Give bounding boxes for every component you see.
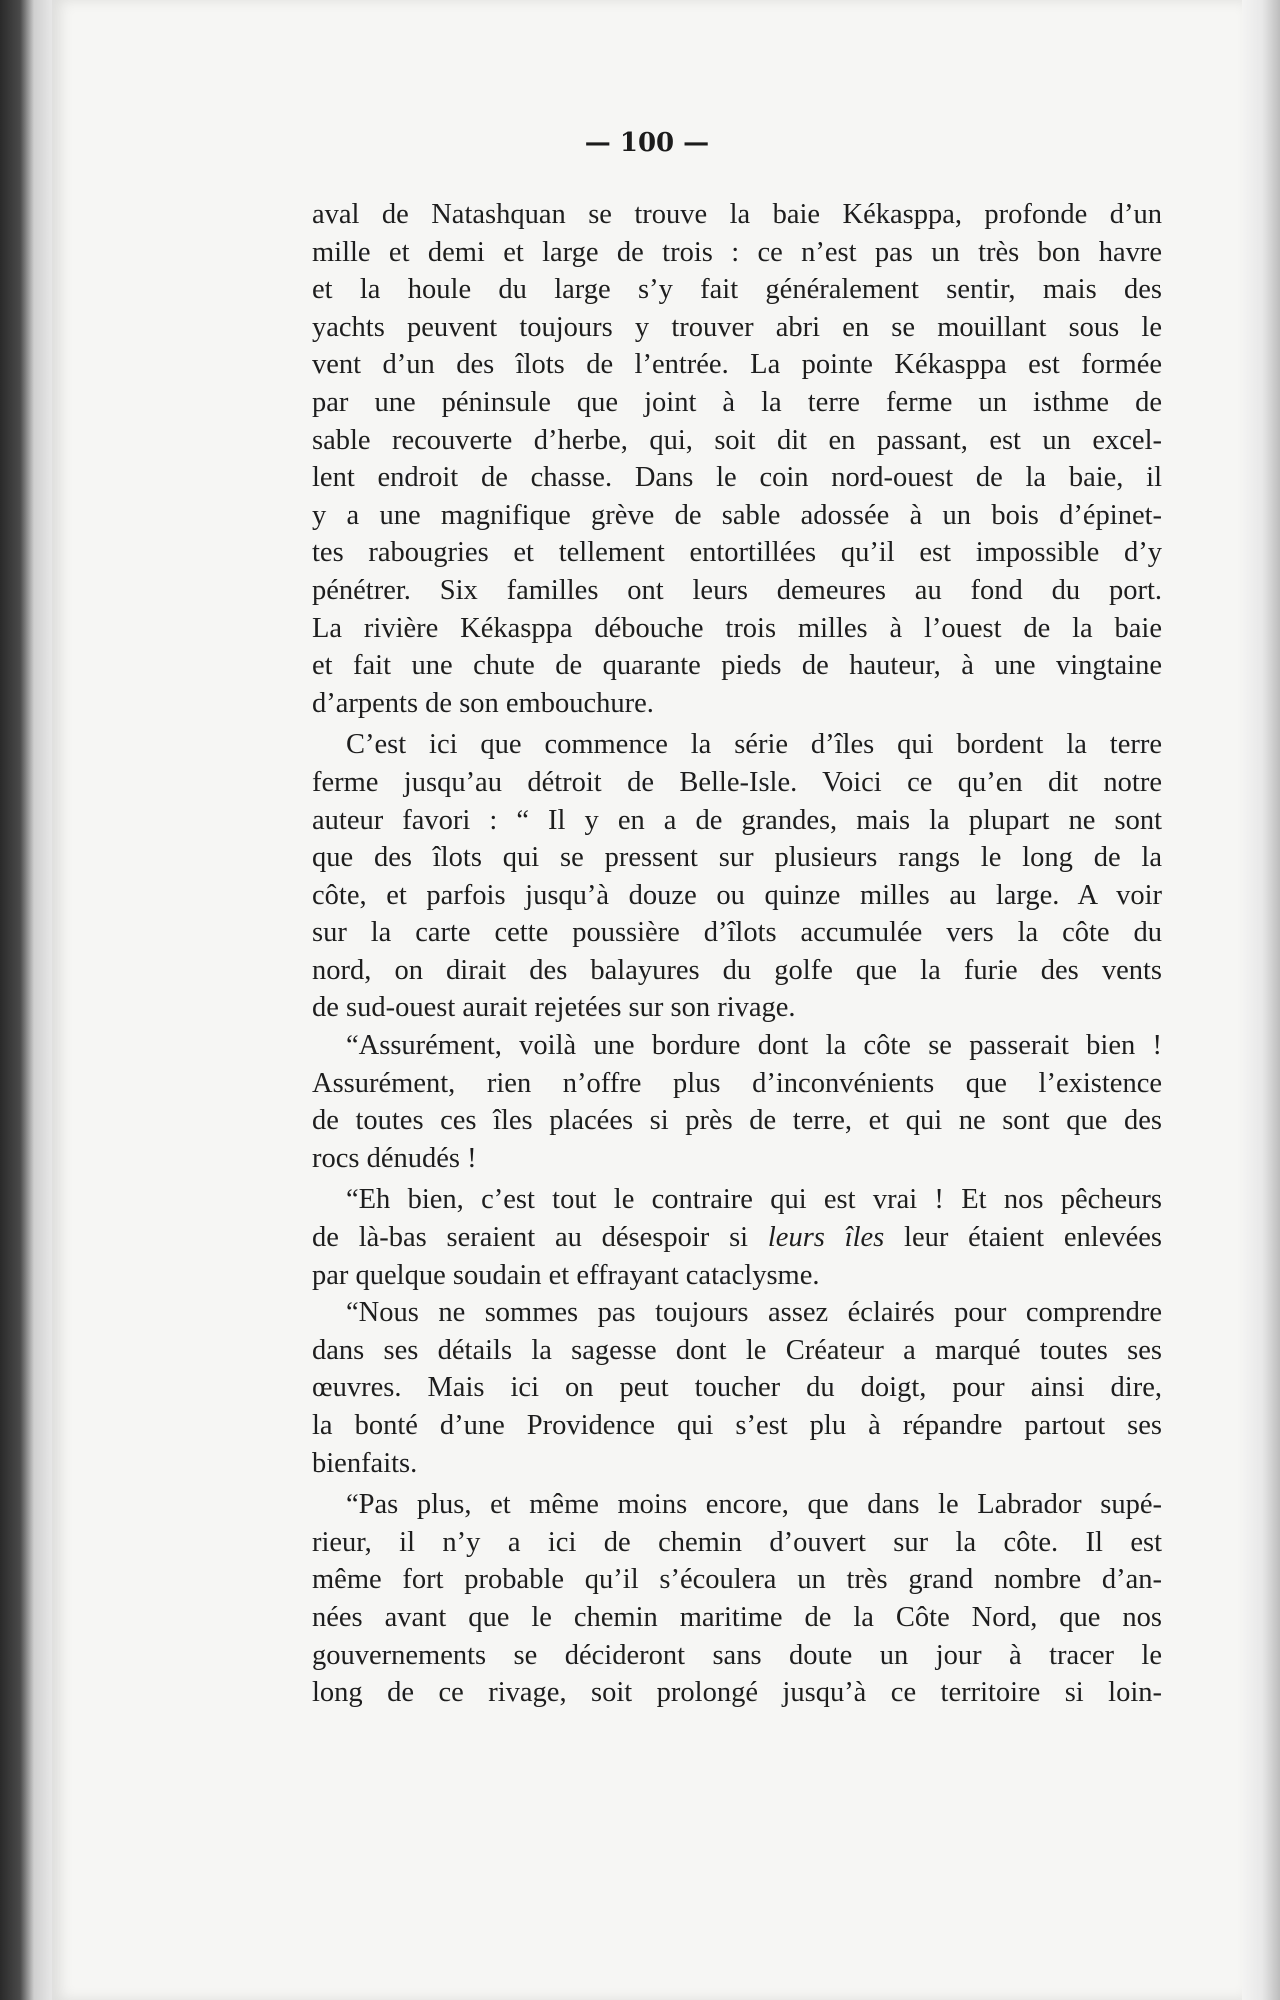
text-line: long de ce rivage, soit prolongé jusqu’à ce territoire si loin- [312,1677,1162,1709]
text-line: auteur favori : “ Il y en a de grandes, mais la plupart ne sont [312,804,1162,836]
text-line: dans ses détails la sagesse dont le Créateur a marqué toutes ses [312,1334,1162,1366]
text-line: nord, on dirait des balayures du golfe que la furie des vents [312,954,1162,986]
italic-phrase: leurs îles [767,1222,885,1254]
text-line: “Nous ne sommes pas toujours assez éclairés pour comprendre [346,1297,1162,1329]
text-line: y a une magnifique grève de sable adossée à un bois d’épinet- [312,499,1162,531]
paragraph-4 [312,1181,1162,1294]
text-line: C’est ici que commence la série d’îles qui bordent la terre [346,729,1162,761]
book-page [52,0,1242,2000]
paragraph-3 [312,1027,1162,1177]
text-line: yachts peuvent toujours y trouver abri en se mouillant sous le [312,311,1162,343]
text-line: de sud-ouest aurait rejetées sur son rivage. [312,992,796,1024]
text-line: gouvernements se décideront sans doute un jour à tracer le [312,1639,1162,1671]
paragraph-5 [312,1294,1162,1482]
body-text [312,196,1162,1712]
text-line: Assurément, rien n’offre plus d’inconvénients que l’existence [312,1067,1162,1099]
text-line: “Eh bien, c’est tout le contraire qui est vrai ! Et nos pêcheurs [346,1184,1162,1216]
text-line: bienfaits. [312,1447,418,1479]
text-line: par quelque soudain et effrayant cataclysme. [312,1259,820,1291]
text-line: sable recouverte d’herbe, qui, soit dit en passant, est un excel- [312,424,1162,456]
text-line: vent d’un des îlots de l’entrée. La pointe Kékasppa est formée [312,349,1162,381]
text-line: La rivière Kékasppa débouche trois milles à l’ouest de la baie [312,612,1162,644]
paragraph-1 [312,196,1162,722]
text-line: que des îlots qui se pressent sur plusieurs rangs le long de la [312,842,1162,874]
text-line: œuvres. Mais ici on peut toucher du doigt, pour ainsi dire, [312,1372,1162,1404]
paragraph-2 [312,726,1162,1027]
text-line-with-italic [312,1219,1162,1257]
text-line: “Assurément, voilà une bordure dont la côte se passerait bien ! [346,1030,1162,1062]
text-run: leur étaient enlevées [884,1222,1162,1254]
page-number: — 100 — [584,128,710,158]
text-line: même fort probable qu’il s’écoulera un très grand nombre d’an- [312,1564,1162,1596]
text-line: “Pas plus, et même moins encore, que dans le Labrador supé- [346,1489,1162,1521]
text-line: mille et demi et large de trois : ce n’est pas un très bon havre [312,236,1162,268]
text-line: rocs dénudés ! [312,1142,477,1174]
text-line: nées avant que le chemin maritime de la Côte Nord, que nos [312,1601,1162,1633]
text-run: de là-bas seraient au désespoir si [312,1222,768,1254]
text-line: côte, et parfois jusqu’à douze ou quinze milles au large. A voir [312,879,1162,911]
paragraph-6 [312,1486,1162,1712]
text-line: aval de Natashquan se trouve la baie Kékasppa, profonde d’un [312,199,1162,230]
text-line: de toutes ces îles placées si près de terre, et qui ne sont que des [312,1105,1162,1137]
text-line: d’arpents de son embouchure. [312,687,654,719]
text-line: lent endroit de chasse. Dans le coin nord-ouest de la baie, il [312,462,1162,494]
text-line: pénétrer. Six familles ont leurs demeures au fond du port. [312,574,1162,606]
text-line: et la houle du large s’y fait généralement sentir, mais des [312,274,1162,306]
text-line: ferme jusqu’au détroit de Belle-Isle. Voici ce qu’en dit notre [312,766,1162,798]
text-line: rieur, il n’y a ici de chemin d’ouvert sur la côte. Il est [312,1526,1162,1558]
text-line: la bonté d’une Providence qui s’est plu à répandre partout ses [312,1410,1162,1441]
text-line: sur la carte cette poussière d’îlots accumulée vers la côte du [312,917,1162,949]
text-line: tes rabougries et tellement entortillées qu’il est impossible d’y [312,537,1162,569]
text-line: par une péninsule que joint à la terre ferme un isthme de [312,386,1162,418]
text-line: et fait une chute de quarante pieds de hauteur, à une vingtaine [312,650,1162,682]
